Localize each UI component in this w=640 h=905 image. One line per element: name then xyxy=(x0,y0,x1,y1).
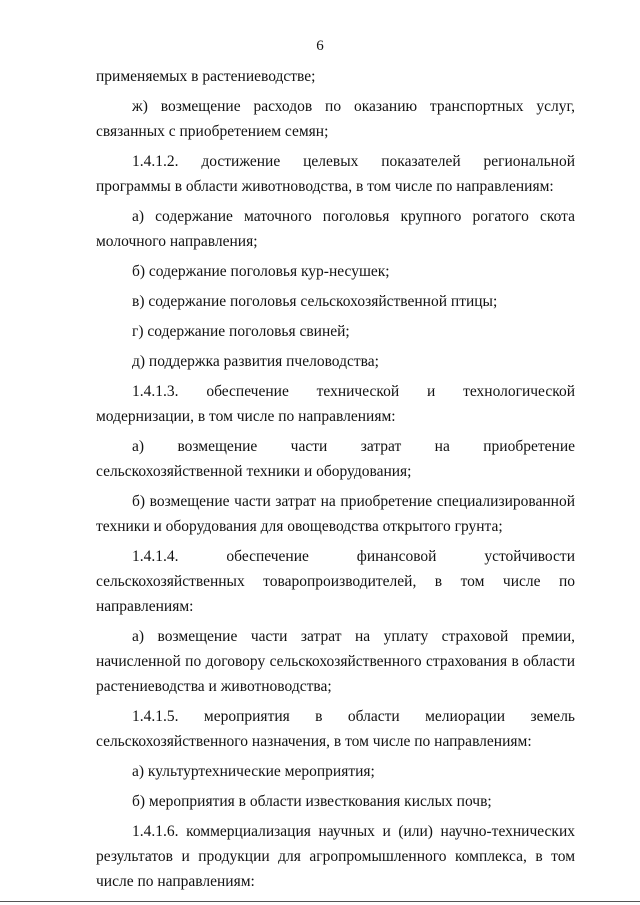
paragraph-item-g-pigs: г) содержание поголовья свиней; xyxy=(132,323,350,340)
page-number: 6 xyxy=(316,38,324,54)
paragraph-line: сельскохозяйственных товаропроизводителей, в том числе по xyxy=(96,573,575,590)
paragraph-item-v-poultry: в) содержание поголовья сельскохозяйственной птицы; xyxy=(132,293,498,310)
paragraph-section-1-4-1-4 xyxy=(96,544,575,619)
paragraph-section-1-4-1-6: 1.4.1.6. коммерциализация научных и (или) научно-технических результатов и продукции для агропромышленного комплекса, в том числе по направлениям: xyxy=(96,823,575,890)
paragraph-item-zh: ж) возмещение расходов по оказанию транспортных услуг, связанных с приобретением семян; xyxy=(96,98,575,140)
paragraph-line: сельскохозяйственного назначения, в том числе по направлениям: xyxy=(96,733,532,750)
paragraph-line: направлениям: xyxy=(96,598,194,615)
paragraph-line: 1.4.1.5. мероприятия в области мелиорации земель xyxy=(132,708,575,725)
paragraph-line: 1.4.1.4. обеспечение финансовой устойчивости xyxy=(132,548,575,565)
paragraph-item-b-liming: б) мероприятия в области известкования кислых почв; xyxy=(132,793,492,810)
paragraph-continuation: применяемых в растениеводстве; xyxy=(96,68,316,85)
paragraph-section-1-4-1-2: 1.4.1.2. достижение целевых показателей региональной программы в области животноводства, в том числе по направлениям: xyxy=(96,153,575,195)
paragraph-item-a-machinery: а) возмещение части затрат на приобретение сельскохозяйственной техники и оборудования; xyxy=(96,438,575,480)
paragraph-item-b-vegetables: б) возмещение части затрат на приобретение специализированной техники и оборудования для овощеводства открытого грунта; xyxy=(96,493,575,535)
paragraph-item-a-livestock: а) содержание маточного поголовья крупного рогатого скота молочного направления; xyxy=(96,208,575,250)
document-body xyxy=(96,64,575,899)
page-bottom-edge xyxy=(0,901,640,902)
paragraph-section-1-4-1-5 xyxy=(96,704,575,754)
paragraph-section-1-4-1-3: 1.4.1.3. обеспечение технической и технологической модернизации, в том числе по направлениям: xyxy=(96,383,575,425)
paragraph-item-a-insurance: а) возмещение части затрат на уплату страховой премии, начисленной по договору сельскохозяйственного страхования в области растениеводства и животноводства; xyxy=(96,628,575,695)
paragraph-item-b-hens: б) содержание поголовья кур-несушек; xyxy=(132,263,390,280)
paragraph-item-d-bees: д) поддержка развития пчеловодства; xyxy=(132,353,379,370)
paragraph-item-a-cultural: а) культуртехнические мероприятия; xyxy=(132,763,375,780)
